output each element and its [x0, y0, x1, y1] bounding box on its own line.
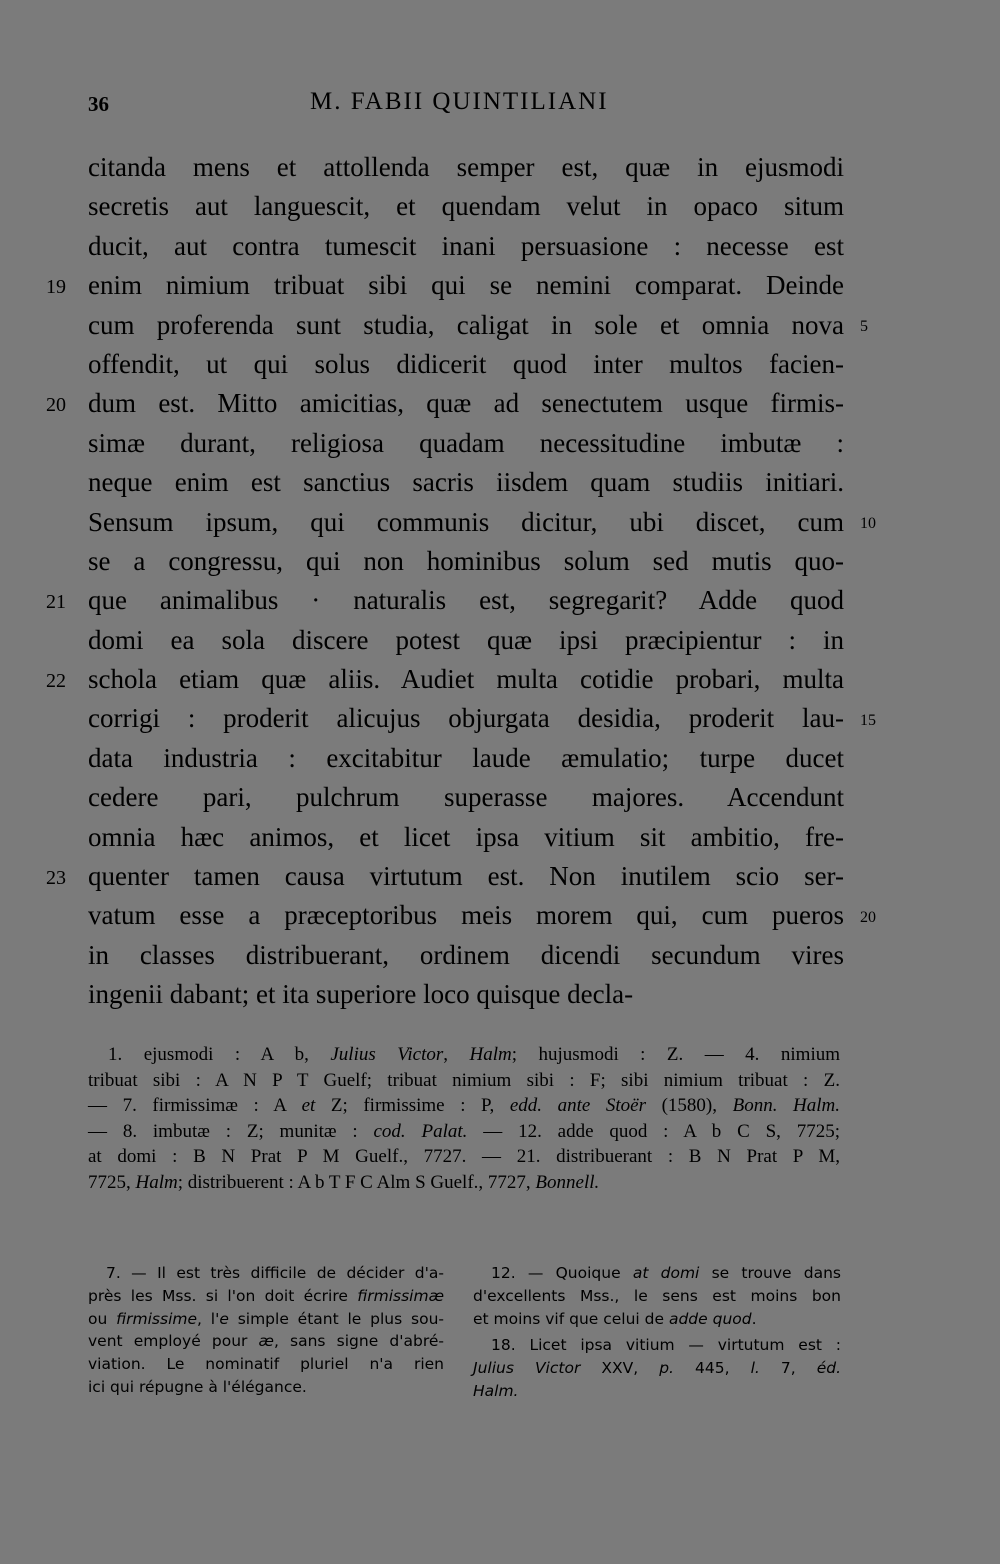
note-line: et moins vif que celui de adde quod.	[473, 1309, 757, 1328]
section-number: 19	[46, 276, 66, 299]
notes-left-column	[88, 1262, 444, 1399]
note-line: Halm.	[473, 1381, 519, 1400]
note-line: 12. — Quoique at domi se trouve dans	[491, 1264, 841, 1282]
text-line: ingenii dabant; et ita superiore loco quisque decla-	[88, 979, 634, 1010]
note-line: près les Mss. si l'on doit écrire firmissimæ	[88, 1286, 444, 1305]
apparatus-line: at domi : B N Prat P M Guelf., 7727. — 21. distribuerant : B N Prat P M,	[88, 1146, 840, 1168]
text-line: quenter tamen causa virtutum est. Non inutilem scio ser-	[88, 861, 844, 892]
note-line: 7. — Il est très difficile de décider d'a-	[106, 1264, 444, 1282]
text-line: domi ea sola discere potest quæ ipsi præcipientur : in	[88, 624, 844, 655]
apparatus-line: 1. ejusmodi : A b, Julius Victor, Halm; hujusmodi : Z. — 4. nimium	[108, 1044, 841, 1065]
text-line: omnia hæc animos, et licet ipsa vitium sit ambitio, fre-	[88, 821, 844, 852]
text-line: secretis aut languescit, et quendam velut in opaco situm	[88, 191, 844, 222]
apparatus-line: — 8. imbutæ : Z; munitæ : cod. Palat. — 12. adde quod : A b C S, 7725;	[88, 1120, 840, 1142]
apparatus-line: — 7. firmissimæ : A et Z; firmissime : P, edd. ante Stoër (1580), Bonn. Halm.	[88, 1095, 841, 1117]
text-line: corrigi : proderit alicujus objurgata desidia, proderit lau-	[88, 703, 844, 734]
text-line: neque enim est sanctius sacris iisdem quam studiis initiari.	[88, 467, 844, 498]
text-line: enim nimium tribuat sibi qui se nemini comparat. Deinde	[88, 270, 844, 301]
section-number: 20	[46, 394, 66, 417]
note-line: vent employé pour æ, sans signe d'abré-	[88, 1332, 444, 1351]
text-line: cedere pari, pulchrum superasse majores. Accendunt	[88, 782, 844, 813]
page-number: 36	[88, 92, 109, 116]
text-line: ducit, aut contra tumescit inani persuasione : necesse est	[88, 230, 844, 261]
text-line: se a congressu, qui non hominibus solum sed mutis quo-	[88, 545, 844, 576]
text-line: in classes distribuerant, ordinem dicendi secundum vires	[88, 939, 844, 970]
text-line: dum est. Mitto amicitias, quæ ad senectutem usque firmis-	[88, 388, 844, 419]
note-line: 18. Licet ipsa vitium — virtutum est :	[491, 1336, 841, 1355]
note-line: d'excellents Mss., le sens est moins bon	[473, 1286, 841, 1305]
note-line: viation. Le nominatif pluriel n'a rien	[88, 1355, 444, 1374]
note-line: ici qui répugne à l'élégance.	[88, 1377, 307, 1396]
main-text	[88, 148, 844, 1015]
text-line: offendit, ut qui solus didicerit quod inter multos facien-	[88, 348, 844, 379]
line-number: 10	[860, 514, 876, 532]
critical-apparatus	[88, 1042, 840, 1196]
line-number: 5	[860, 317, 868, 335]
section-number: 21	[46, 591, 66, 614]
notes-right-column	[473, 1262, 841, 1403]
section-number: 23	[46, 867, 66, 890]
text-line: citanda mens et attollenda semper est, quæ in ejusmodi	[88, 152, 844, 182]
note-line: Julius Victor XXV, p. 445, l. 7, éd.	[473, 1359, 841, 1378]
text-line: cum proferenda sunt studia, caligat in sole et omnia nova	[88, 309, 844, 340]
text-line: simæ durant, religiosa quadam necessitudine imbutæ :	[88, 427, 844, 458]
note-line: ou firmissime, l'e simple étant le plus sou-	[88, 1309, 444, 1328]
text-line: vatum esse a præceptoribus meis morem qui, cum pueros	[88, 900, 844, 931]
text-line: data industria : excitabitur laude æmulatio; turpe ducet	[88, 742, 844, 773]
text-line: schola etiam quæ aliis. Audiet multa cotidie probari, multa	[88, 664, 844, 695]
text-line: Sensum ipsum, qui communis dicitur, ubi discet, cum	[88, 506, 844, 537]
text-line: que animalibus · naturalis est, segregarit? Adde quod	[88, 585, 844, 616]
line-number: 20	[860, 908, 876, 926]
running-head: M. FABII QUINTILIANI	[310, 88, 609, 115]
section-number: 22	[46, 670, 66, 693]
apparatus-line: tribuat sibi : A N P T Guelf; tribuat nimium sibi : F; sibi nimium tribuat : Z.	[88, 1069, 840, 1091]
line-number: 15	[860, 711, 876, 729]
apparatus-line: 7725, Halm; distribuerent : A b T F C Alm S Guelf., 7727, Bonnell.	[88, 1171, 600, 1193]
